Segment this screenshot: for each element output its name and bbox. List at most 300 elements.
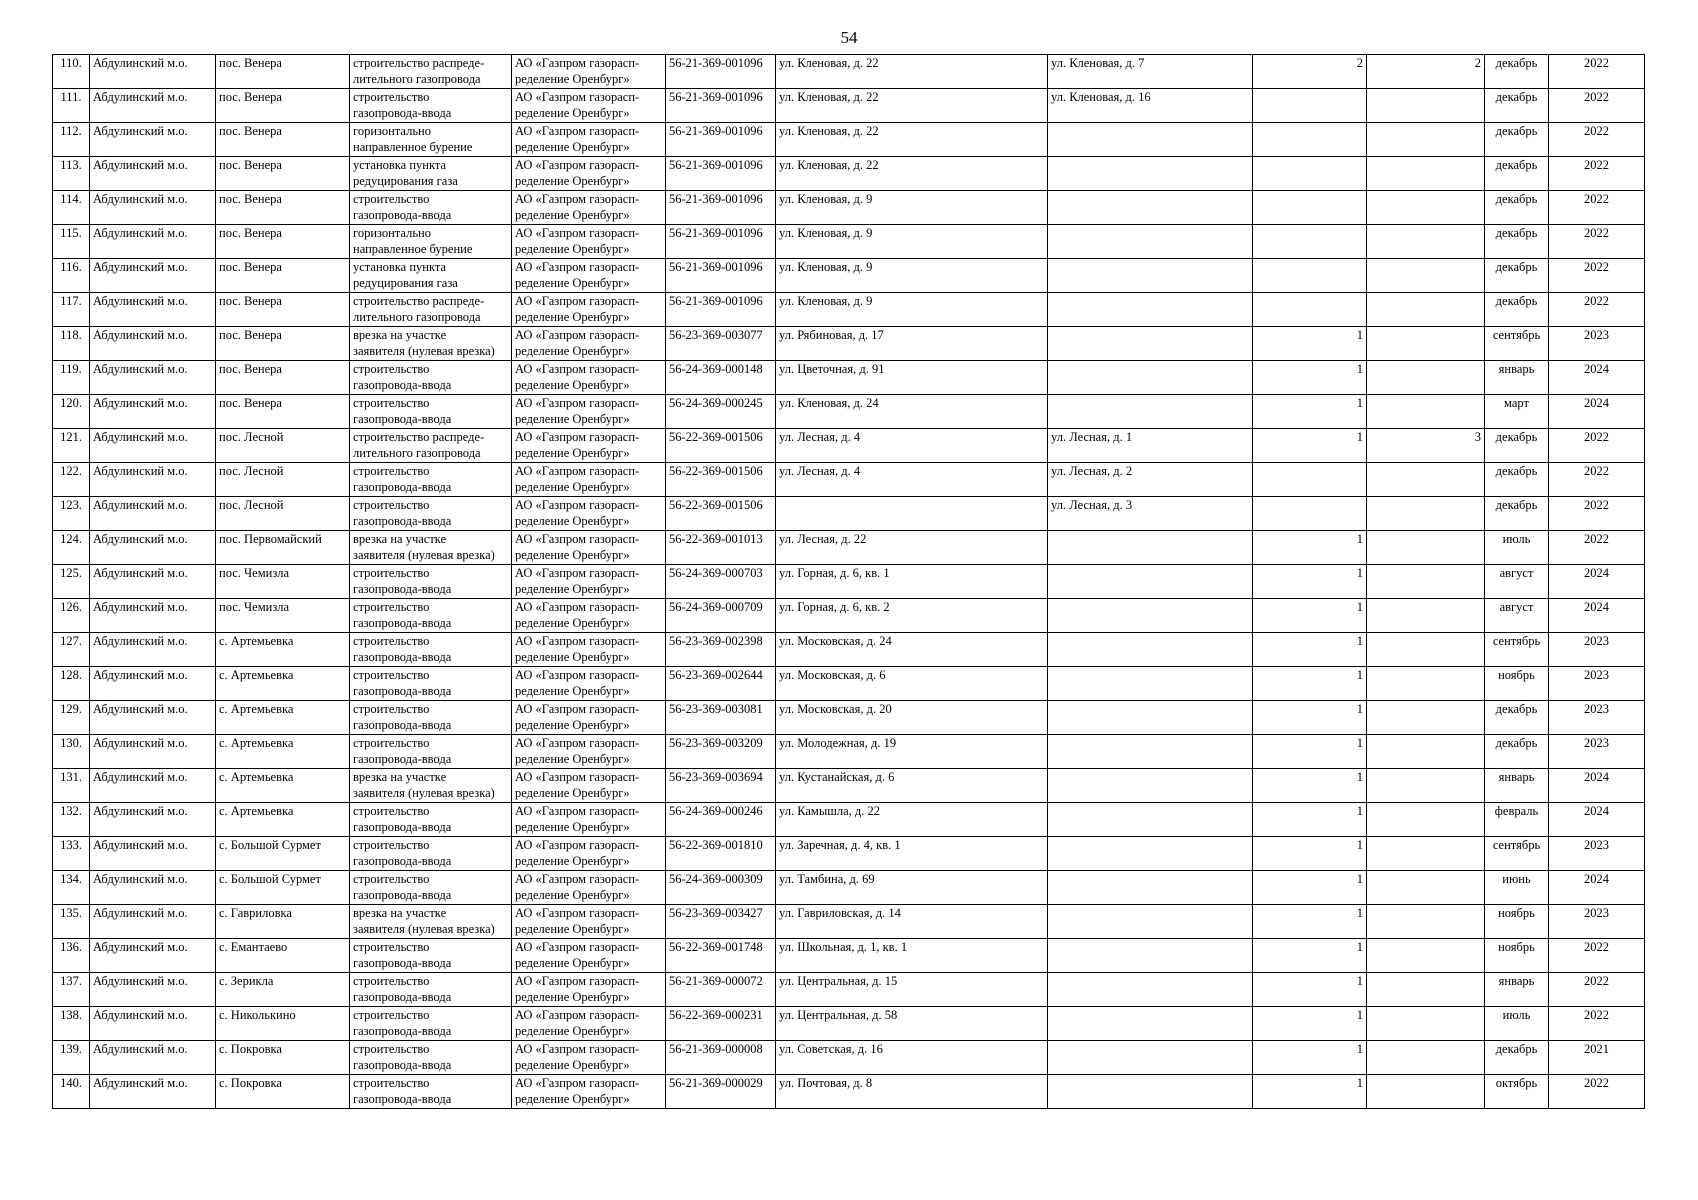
year-cell: 2022 — [1549, 497, 1645, 531]
table-row — [53, 905, 1645, 939]
work-type-line: строительство — [353, 192, 430, 206]
table-row — [53, 837, 1645, 871]
area-cell: Абдулинский м.о. — [90, 565, 216, 599]
organization-line: АО «Газпром газорасп- — [515, 124, 640, 138]
work-type-cell — [350, 667, 512, 701]
year-cell: 2024 — [1549, 769, 1645, 803]
address-cell: ул. Заречная, д. 4, кв. 1 — [776, 837, 1048, 871]
count-cell — [1253, 259, 1367, 293]
table-row — [53, 1041, 1645, 1075]
second-count-cell — [1367, 803, 1485, 837]
area-cell: Абдулинский м.о. — [90, 89, 216, 123]
work-type-cell — [350, 327, 512, 361]
settlement-cell: пос. Лесной — [216, 463, 350, 497]
month-cell: март — [1485, 395, 1549, 429]
table-body — [53, 55, 1645, 1109]
area-cell: Абдулинский м.о. — [90, 803, 216, 837]
organization-line: ределение Оренбург» — [515, 820, 630, 834]
second-address-cell — [1048, 395, 1253, 429]
month-cell: декабрь — [1485, 429, 1549, 463]
month-cell: декабрь — [1485, 1041, 1549, 1075]
second-count-cell — [1367, 259, 1485, 293]
row-number: 119. — [53, 361, 90, 395]
area-cell: Абдулинский м.о. — [90, 633, 216, 667]
organization-line: ределение Оренбург» — [515, 310, 630, 324]
month-cell: декабрь — [1485, 293, 1549, 327]
count-cell — [1253, 123, 1367, 157]
month-cell: февраль — [1485, 803, 1549, 837]
month-cell: декабрь — [1485, 89, 1549, 123]
organization-line: АО «Газпром газорасп- — [515, 532, 640, 546]
organization-line: ределение Оренбург» — [515, 854, 630, 868]
second-count-cell — [1367, 667, 1485, 701]
code-cell: 56-22-369-001506 — [666, 497, 776, 531]
organization-line: ределение Оренбург» — [515, 72, 630, 86]
second-address-cell: ул. Лесная, д. 2 — [1048, 463, 1253, 497]
work-type-cell — [350, 225, 512, 259]
code-cell: 56-22-369-001506 — [666, 429, 776, 463]
table-row — [53, 939, 1645, 973]
work-type-line: заявителя (нулевая врезка) — [353, 786, 495, 800]
second-count-cell — [1367, 701, 1485, 735]
second-count-cell — [1367, 769, 1485, 803]
year-cell: 2024 — [1549, 803, 1645, 837]
organization-cell — [512, 803, 666, 837]
second-address-cell — [1048, 803, 1253, 837]
year-cell: 2022 — [1549, 259, 1645, 293]
organization-line: АО «Газпром газорасп- — [515, 668, 640, 682]
address-cell: ул. Московская, д. 20 — [776, 701, 1048, 735]
second-address-cell: ул. Кленовая, д. 16 — [1048, 89, 1253, 123]
area-cell: Абдулинский м.о. — [90, 259, 216, 293]
count-cell: 1 — [1253, 667, 1367, 701]
work-type-line: газопровода-ввода — [353, 582, 452, 596]
code-cell: 56-23-369-003694 — [666, 769, 776, 803]
table-row — [53, 1075, 1645, 1109]
year-cell: 2023 — [1549, 701, 1645, 735]
second-count-cell — [1367, 633, 1485, 667]
year-cell: 2022 — [1549, 157, 1645, 191]
organization-cell — [512, 735, 666, 769]
organization-line: АО «Газпром газорасп- — [515, 260, 640, 274]
work-type-line: газопровода-ввода — [353, 480, 452, 494]
organization-cell — [512, 327, 666, 361]
month-cell: ноябрь — [1485, 667, 1549, 701]
work-type-cell — [350, 565, 512, 599]
second-address-cell — [1048, 361, 1253, 395]
month-cell: январь — [1485, 973, 1549, 1007]
year-cell: 2022 — [1549, 463, 1645, 497]
work-type-line: газопровода-ввода — [353, 990, 452, 1004]
organization-cell — [512, 633, 666, 667]
organization-line: АО «Газпром газорасп- — [515, 498, 640, 512]
second-address-cell — [1048, 565, 1253, 599]
work-type-cell — [350, 939, 512, 973]
row-number: 138. — [53, 1007, 90, 1041]
settlement-cell: с. Артемьевка — [216, 701, 350, 735]
count-cell: 1 — [1253, 1041, 1367, 1075]
row-number: 130. — [53, 735, 90, 769]
row-number: 129. — [53, 701, 90, 735]
settlement-cell: пос. Венера — [216, 225, 350, 259]
organization-cell — [512, 497, 666, 531]
area-cell: Абдулинский м.о. — [90, 1041, 216, 1075]
code-cell: 56-24-369-000309 — [666, 871, 776, 905]
code-cell: 56-21-369-001096 — [666, 157, 776, 191]
work-type-line: заявителя (нулевая врезка) — [353, 548, 495, 562]
work-type-line: строительство — [353, 838, 430, 852]
month-cell: декабрь — [1485, 157, 1549, 191]
code-cell: 56-23-369-003081 — [666, 701, 776, 735]
count-cell — [1253, 497, 1367, 531]
settlement-cell: пос. Лесной — [216, 497, 350, 531]
settlement-cell: пос. Венера — [216, 361, 350, 395]
month-cell: декабрь — [1485, 701, 1549, 735]
organization-line: АО «Газпром газорасп- — [515, 328, 640, 342]
second-address-cell — [1048, 871, 1253, 905]
area-cell: Абдулинский м.о. — [90, 123, 216, 157]
table-row — [53, 225, 1645, 259]
organization-line: АО «Газпром газорасп- — [515, 362, 640, 376]
year-cell: 2024 — [1549, 361, 1645, 395]
work-type-line: врезка на участке — [353, 532, 447, 546]
row-number: 127. — [53, 633, 90, 667]
second-count-cell — [1367, 939, 1485, 973]
work-type-line: строительство — [353, 702, 430, 716]
work-type-line: лительного газопровода — [353, 72, 481, 86]
organization-line: АО «Газпром газорасп- — [515, 804, 640, 818]
organization-line: АО «Газпром газорасп- — [515, 464, 640, 478]
second-address-cell: ул. Лесная, д. 1 — [1048, 429, 1253, 463]
area-cell: Абдулинский м.о. — [90, 973, 216, 1007]
work-type-line: газопровода-ввода — [353, 956, 452, 970]
second-count-cell — [1367, 191, 1485, 225]
organization-cell — [512, 769, 666, 803]
row-number: 120. — [53, 395, 90, 429]
second-count-cell: 2 — [1367, 55, 1485, 89]
count-cell: 1 — [1253, 429, 1367, 463]
work-type-cell — [350, 633, 512, 667]
row-number: 114. — [53, 191, 90, 225]
month-cell: июль — [1485, 1007, 1549, 1041]
settlement-cell: с. Артемьевка — [216, 667, 350, 701]
settlement-cell: с. Покровка — [216, 1075, 350, 1109]
work-type-line: заявителя (нулевая врезка) — [353, 344, 495, 358]
work-type-line: строительство распреде- — [353, 56, 485, 70]
organization-line: АО «Газпром газорасп- — [515, 192, 640, 206]
second-count-cell — [1367, 837, 1485, 871]
organization-cell — [512, 429, 666, 463]
second-count-cell — [1367, 565, 1485, 599]
second-count-cell — [1367, 395, 1485, 429]
settlement-cell: с. Покровка — [216, 1041, 350, 1075]
organization-line: АО «Газпром газорасп- — [515, 1042, 640, 1056]
work-type-line: установка пункта — [353, 158, 447, 172]
code-cell: 56-21-369-001096 — [666, 191, 776, 225]
second-count-cell: 3 — [1367, 429, 1485, 463]
settlement-cell: пос. Первомайский — [216, 531, 350, 565]
settlement-cell: с. Емантаево — [216, 939, 350, 973]
address-cell: ул. Кленовая, д. 9 — [776, 293, 1048, 327]
second-count-cell — [1367, 973, 1485, 1007]
address-cell: ул. Кленовая, д. 9 — [776, 191, 1048, 225]
table-row — [53, 191, 1645, 225]
code-cell: 56-21-369-001096 — [666, 225, 776, 259]
month-cell: август — [1485, 565, 1549, 599]
table-row — [53, 633, 1645, 667]
work-type-line: направленное бурение — [353, 242, 473, 256]
work-type-line: газопровода-ввода — [353, 378, 452, 392]
code-cell: 56-21-369-000029 — [666, 1075, 776, 1109]
organization-cell — [512, 1075, 666, 1109]
table-row — [53, 1007, 1645, 1041]
count-cell: 1 — [1253, 939, 1367, 973]
settlement-cell: с. Гавриловка — [216, 905, 350, 939]
organization-cell — [512, 531, 666, 565]
area-cell: Абдулинский м.о. — [90, 497, 216, 531]
organization-line: АО «Газпром газорасп- — [515, 872, 640, 886]
second-count-cell — [1367, 293, 1485, 327]
year-cell: 2022 — [1549, 55, 1645, 89]
second-address-cell — [1048, 191, 1253, 225]
work-type-line: газопровода-ввода — [353, 514, 452, 528]
settlement-cell: пос. Чемизла — [216, 565, 350, 599]
organization-cell — [512, 837, 666, 871]
second-count-cell — [1367, 1041, 1485, 1075]
year-cell: 2022 — [1549, 429, 1645, 463]
organization-cell — [512, 667, 666, 701]
area-cell: Абдулинский м.о. — [90, 837, 216, 871]
code-cell: 56-22-369-001748 — [666, 939, 776, 973]
second-address-cell — [1048, 973, 1253, 1007]
work-type-line: газопровода-ввода — [353, 616, 452, 630]
table-row — [53, 89, 1645, 123]
second-address-cell: ул. Лесная, д. 3 — [1048, 497, 1253, 531]
code-cell: 56-24-369-000703 — [666, 565, 776, 599]
work-type-cell — [350, 259, 512, 293]
settlement-cell: пос. Венера — [216, 327, 350, 361]
count-cell: 1 — [1253, 735, 1367, 769]
area-cell: Абдулинский м.о. — [90, 667, 216, 701]
area-cell: Абдулинский м.о. — [90, 905, 216, 939]
work-type-line: газопровода-ввода — [353, 1092, 452, 1106]
area-cell: Абдулинский м.о. — [90, 1007, 216, 1041]
organization-line: ределение Оренбург» — [515, 344, 630, 358]
organization-line: АО «Газпром газорасп- — [515, 226, 640, 240]
address-cell: ул. Центральная, д. 58 — [776, 1007, 1048, 1041]
table-row — [53, 667, 1645, 701]
work-type-cell — [350, 293, 512, 327]
organization-line: АО «Газпром газорасп- — [515, 90, 640, 104]
year-cell: 2023 — [1549, 735, 1645, 769]
organization-line: ределение Оренбург» — [515, 514, 630, 528]
code-cell: 56-21-369-000008 — [666, 1041, 776, 1075]
year-cell: 2022 — [1549, 939, 1645, 973]
row-number: 128. — [53, 667, 90, 701]
organization-cell — [512, 293, 666, 327]
month-cell: декабрь — [1485, 123, 1549, 157]
address-cell: ул. Камышла, д. 22 — [776, 803, 1048, 837]
month-cell: июль — [1485, 531, 1549, 565]
second-address-cell — [1048, 905, 1253, 939]
work-type-line: строительство — [353, 498, 430, 512]
second-address-cell — [1048, 1075, 1253, 1109]
code-cell: 56-24-369-000709 — [666, 599, 776, 633]
year-cell: 2022 — [1549, 191, 1645, 225]
code-cell: 56-21-369-001096 — [666, 55, 776, 89]
row-number: 112. — [53, 123, 90, 157]
register-table — [52, 54, 1645, 1109]
second-address-cell — [1048, 837, 1253, 871]
organization-line: АО «Газпром газорасп- — [515, 600, 640, 614]
code-cell: 56-23-369-002398 — [666, 633, 776, 667]
address-cell: ул. Московская, д. 6 — [776, 667, 1048, 701]
count-cell: 1 — [1253, 871, 1367, 905]
month-cell: декабрь — [1485, 497, 1549, 531]
address-cell: ул. Горная, д. 6, кв. 2 — [776, 599, 1048, 633]
organization-line: ределение Оренбург» — [515, 616, 630, 630]
count-cell: 1 — [1253, 327, 1367, 361]
work-type-cell — [350, 531, 512, 565]
organization-line: АО «Газпром газорасп- — [515, 974, 640, 988]
row-number: 116. — [53, 259, 90, 293]
work-type-line: строительство — [353, 600, 430, 614]
year-cell: 2022 — [1549, 1007, 1645, 1041]
table-row — [53, 55, 1645, 89]
month-cell: январь — [1485, 361, 1549, 395]
organization-cell — [512, 123, 666, 157]
organization-line: ределение Оренбург» — [515, 718, 630, 732]
second-address-cell — [1048, 1041, 1253, 1075]
month-cell: декабрь — [1485, 463, 1549, 497]
address-cell: ул. Кленовая, д. 22 — [776, 55, 1048, 89]
work-type-cell — [350, 701, 512, 735]
address-cell: ул. Горная, д. 6, кв. 1 — [776, 565, 1048, 599]
month-cell: октябрь — [1485, 1075, 1549, 1109]
organization-line: АО «Газпром газорасп- — [515, 906, 640, 920]
code-cell: 56-23-369-003209 — [666, 735, 776, 769]
work-type-cell — [350, 1041, 512, 1075]
area-cell: Абдулинский м.о. — [90, 327, 216, 361]
row-number: 131. — [53, 769, 90, 803]
code-cell: 56-22-369-001506 — [666, 463, 776, 497]
organization-cell — [512, 871, 666, 905]
second-address-cell — [1048, 701, 1253, 735]
work-type-line: газопровода-ввода — [353, 208, 452, 222]
settlement-cell: с. Большой Сурмет — [216, 837, 350, 871]
month-cell: декабрь — [1485, 259, 1549, 293]
work-type-cell — [350, 395, 512, 429]
table-row — [53, 803, 1645, 837]
organization-line: ределение Оренбург» — [515, 786, 630, 800]
code-cell: 56-22-369-001810 — [666, 837, 776, 871]
work-type-line: строительство — [353, 974, 430, 988]
work-type-line: газопровода-ввода — [353, 820, 452, 834]
row-number: 122. — [53, 463, 90, 497]
work-type-line: врезка на участке — [353, 770, 447, 784]
work-type-line: строительство — [353, 736, 430, 750]
table-row — [53, 973, 1645, 1007]
code-cell: 56-23-369-003077 — [666, 327, 776, 361]
code-cell: 56-23-369-002644 — [666, 667, 776, 701]
year-cell: 2022 — [1549, 225, 1645, 259]
code-cell: 56-21-369-000072 — [666, 973, 776, 1007]
month-cell: декабрь — [1485, 225, 1549, 259]
work-type-line: газопровода-ввода — [353, 106, 452, 120]
row-number: 118. — [53, 327, 90, 361]
row-number: 135. — [53, 905, 90, 939]
address-cell: ул. Кленовая, д. 9 — [776, 225, 1048, 259]
second-count-cell — [1367, 1075, 1485, 1109]
work-type-line: установка пункта — [353, 260, 447, 274]
second-count-cell — [1367, 599, 1485, 633]
organization-line: АО «Газпром газорасп- — [515, 770, 640, 784]
organization-cell — [512, 463, 666, 497]
table-row — [53, 293, 1645, 327]
settlement-cell: пос. Венера — [216, 89, 350, 123]
count-cell: 1 — [1253, 1007, 1367, 1041]
work-type-cell — [350, 973, 512, 1007]
table-row — [53, 531, 1645, 565]
organization-line: ределение Оренбург» — [515, 990, 630, 1004]
address-cell: ул. Тамбина, д. 69 — [776, 871, 1048, 905]
second-count-cell — [1367, 157, 1485, 191]
work-type-line: газопровода-ввода — [353, 752, 452, 766]
second-address-cell — [1048, 599, 1253, 633]
work-type-cell — [350, 599, 512, 633]
area-cell: Абдулинский м.о. — [90, 429, 216, 463]
count-cell: 2 — [1253, 55, 1367, 89]
organization-line: ределение Оренбург» — [515, 446, 630, 460]
row-number: 115. — [53, 225, 90, 259]
organization-cell — [512, 395, 666, 429]
organization-cell — [512, 905, 666, 939]
year-cell: 2022 — [1549, 293, 1645, 327]
settlement-cell: с. Артемьевка — [216, 769, 350, 803]
year-cell: 2023 — [1549, 905, 1645, 939]
settlement-cell: пос. Венера — [216, 157, 350, 191]
area-cell: Абдулинский м.о. — [90, 361, 216, 395]
year-cell: 2021 — [1549, 1041, 1645, 1075]
area-cell: Абдулинский м.о. — [90, 701, 216, 735]
organization-line: ределение Оренбург» — [515, 922, 630, 936]
year-cell: 2022 — [1549, 1075, 1645, 1109]
second-address-cell — [1048, 939, 1253, 973]
row-number: 121. — [53, 429, 90, 463]
settlement-cell: пос. Чемизла — [216, 599, 350, 633]
second-count-cell — [1367, 123, 1485, 157]
work-type-cell — [350, 361, 512, 395]
organization-line: АО «Газпром газорасп- — [515, 838, 640, 852]
count-cell: 1 — [1253, 1075, 1367, 1109]
settlement-cell: с. Зерикла — [216, 973, 350, 1007]
organization-cell — [512, 225, 666, 259]
organization-cell — [512, 1041, 666, 1075]
work-type-line: строительство — [353, 1076, 430, 1090]
work-type-cell — [350, 837, 512, 871]
year-cell: 2022 — [1549, 973, 1645, 1007]
organization-line: ределение Оренбург» — [515, 106, 630, 120]
work-type-line: газопровода-ввода — [353, 1024, 452, 1038]
address-cell: ул. Кленовая, д. 22 — [776, 89, 1048, 123]
month-cell: сентябрь — [1485, 633, 1549, 667]
table-row — [53, 599, 1645, 633]
row-number: 110. — [53, 55, 90, 89]
second-address-cell — [1048, 531, 1253, 565]
code-cell: 56-22-369-001013 — [666, 531, 776, 565]
area-cell: Абдулинский м.о. — [90, 395, 216, 429]
address-cell: ул. Молодежная, д. 19 — [776, 735, 1048, 769]
